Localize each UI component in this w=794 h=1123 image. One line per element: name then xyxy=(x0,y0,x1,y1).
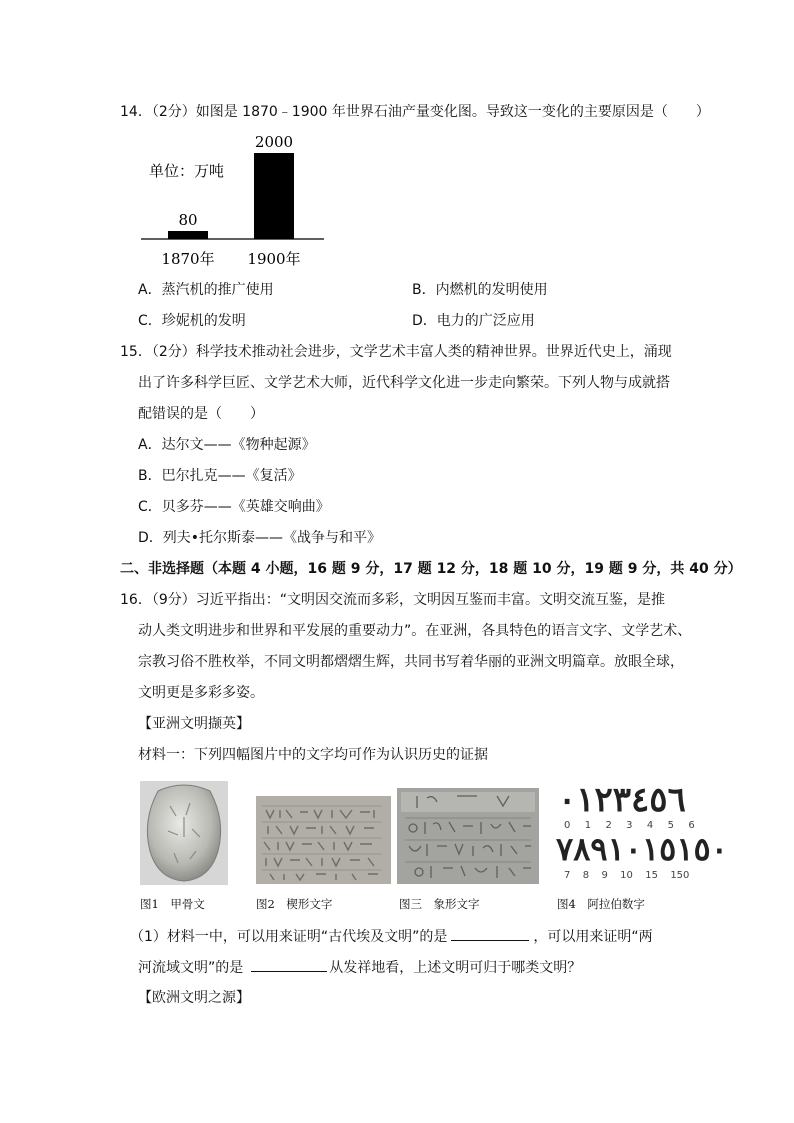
q16-sub1-line-2 xyxy=(138,957,581,978)
q16-line-2: 动人类文明进步和世界和平发展的重要动力”。在亚洲，各具特色的语言文字、文学艺术、 xyxy=(138,623,692,639)
arabic-numbers-top: 0 1 2 3 4 5 6 xyxy=(564,820,695,831)
q14-option-c: C．珍妮机的发明 xyxy=(138,313,246,329)
q15-option-c: C．贝多芬——《英雄交响曲》 xyxy=(138,499,330,515)
q15-line-2: 出了许多科学巨匠、文学艺术大师，近代科学文化进一步走向繁荣。下列人物与成就搭 xyxy=(138,375,670,391)
caption-figure-3: 图三 象形文字 xyxy=(399,897,480,911)
hieroglyph-image xyxy=(397,788,539,884)
x-tick-label: 1900年 xyxy=(247,250,301,268)
bar-value-label: 2000 xyxy=(254,133,294,151)
answer-blank-egypt[interactable] xyxy=(451,926,529,941)
q16-sub1-line-1 xyxy=(130,926,653,947)
x-tick-label: 1870年 xyxy=(161,250,215,268)
oil-production-chart xyxy=(135,128,335,268)
q14-option-b: B．内燃机的发明使用 xyxy=(412,282,548,298)
q15-line-1: 15．（2分）科学技术推动社会进步，文学艺术丰富人类的精神世界。世界近代史上，涌现 xyxy=(120,344,672,360)
caption-figure-4: 图4 阿拉伯数字 xyxy=(557,897,645,911)
answer-blank-mesopotamia[interactable] xyxy=(251,957,327,972)
chart-unit-annotation: 单位：万吨 xyxy=(149,162,225,180)
caption-figure-2: 图2 楔形文字 xyxy=(256,897,333,911)
q16-line-4: 文明更是多彩多姿。 xyxy=(138,685,264,701)
q16-sub1-text-a: （1）材料一中，可以用来证明“古代埃及文明”的是 xyxy=(130,929,448,945)
arabic-numerals-image xyxy=(556,780,728,884)
q15-option-d: D．列夫•托尔斯泰——《战争与和平》 xyxy=(138,530,382,546)
arabic-digits-bottom: ٧٨٩١٠١٥١٥٠ xyxy=(556,830,728,868)
bar-value-label: 80 xyxy=(178,211,198,229)
caption-figure-1: 图1 甲骨文 xyxy=(140,897,205,911)
q16-sub1-text-b: ，可以用来证明“两 xyxy=(533,929,653,945)
q16-sub1-text-d: 从发祥地看，上述文明可归于哪类文明？ xyxy=(329,960,582,976)
q14-option-d: D．电力的广泛应用 xyxy=(412,313,535,329)
q15-line-3: 配错误的是（ ） xyxy=(138,406,264,422)
q14-option-a: A．蒸汽机的推广使用 xyxy=(138,282,274,298)
q16-sub1-text-c: 河流域文明”的是 xyxy=(138,960,244,976)
q15-option-b: B．巴尔扎克——《复活》 xyxy=(138,468,302,484)
q14-stem: 14．（2分）如图是 1870﹣1900 年世界石油产量变化图。导致这一变化的主要原因是（ ） xyxy=(120,104,710,120)
q16-heading-asia: 【亚洲文明撷英】 xyxy=(138,716,250,732)
arabic-digits-top: ٠١٢٣٤٥٦ xyxy=(558,780,686,820)
q16-material-1: 材料一：下列四幅图片中的文字均可作为认识历史的证据 xyxy=(138,747,488,763)
q16-line-1: 16．（9分）习近平指出：“文明因交流而多彩，文明因互鉴而丰富。文明交流互鉴，是推 xyxy=(120,592,665,608)
q16-line-3: 宗教习俗不胜枚举，不同文明都熠熠生辉，共同书写着华丽的亚洲文明篇章。放眼全球， xyxy=(138,654,684,670)
cuneiform-image xyxy=(256,796,391,884)
oracle-bone-image xyxy=(140,781,228,885)
q15-option-a: A．达尔文——《物种起源》 xyxy=(138,437,316,453)
q16-heading-europe: 【欧洲文明之源】 xyxy=(138,990,250,1006)
bar-1900年 xyxy=(254,153,294,239)
section-heading: 二、非选择题（本题 4 小题，16 题 9 分，17 题 12 分，18 题 10 分，19 题 9 分，共 40 分） xyxy=(120,561,742,577)
bar-1870年 xyxy=(168,231,208,239)
arabic-numbers-bottom: 7 8 9 10 15 150 xyxy=(564,870,690,881)
